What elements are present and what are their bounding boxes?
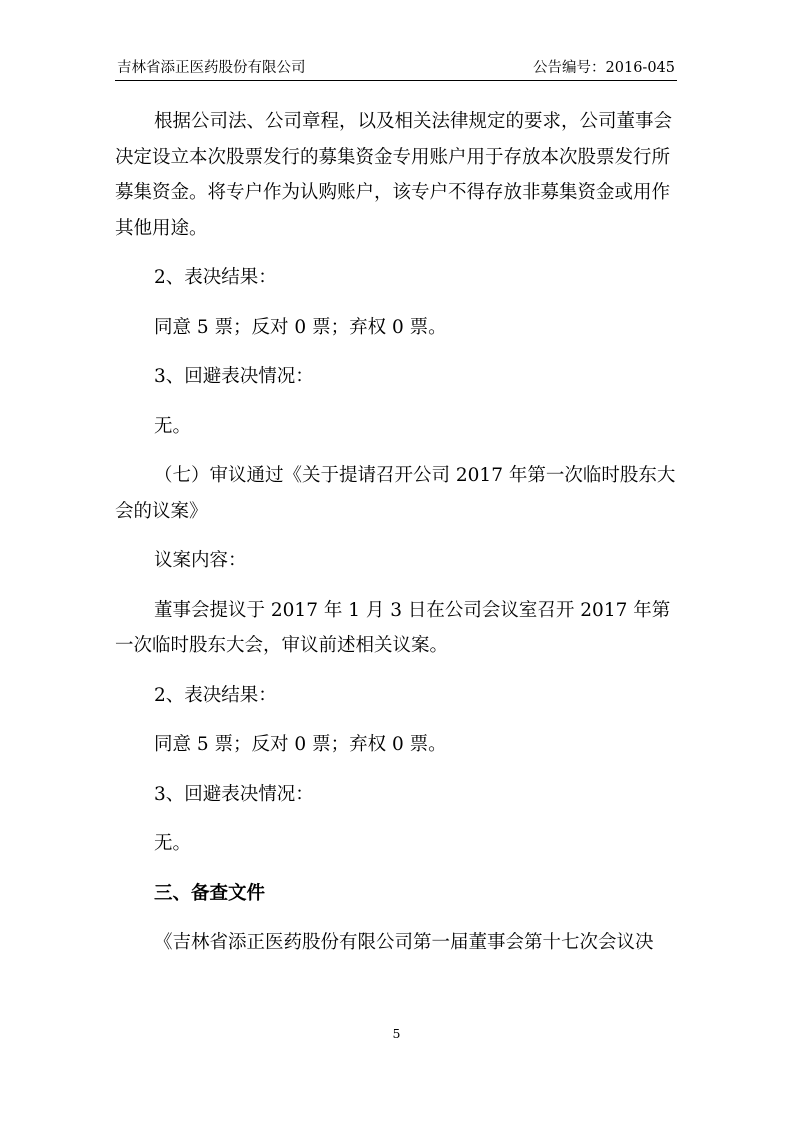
- page-header: [115, 56, 677, 81]
- paragraph-motion-content-label: 议案内容：: [154, 550, 247, 571]
- page-number: 5: [392, 1026, 401, 1041]
- document-body: [115, 104, 677, 961]
- header-company-name: 吉林省添正医药股份有限公司: [117, 60, 306, 76]
- paragraph-vote-result-2: 同意 5 票；反对 0 票；弃权 0 票。: [154, 734, 447, 755]
- paragraph-recusal-heading: 3、回避表决情况：: [154, 366, 314, 387]
- paragraph-vote-result-heading: 2、表决结果：: [154, 267, 277, 288]
- header-notice-number: 公告编号：2016-045: [533, 60, 675, 76]
- section-heading-reference-docs: 三、备查文件: [154, 882, 266, 904]
- paragraph-recusal-heading-2: 3、回避表决情况：: [154, 783, 314, 805]
- paragraph-recusal-none: 无。: [154, 415, 192, 437]
- paragraph-recusal-none-2: 无。: [154, 833, 192, 854]
- paragraph-meeting-proposal: 董事会提议于 2017 年 1 月 3 日在公司会议室召开 2017 年第一次临时股东大会，审议前述相关议案。: [115, 599, 671, 656]
- paragraph-account-resolution: 根据公司法、公司章程，以及相关法律规定的要求，公司董事会决定设立本次股票发行的募集资金专用账户用于存放本次股票发行所募集资金。将专户作为认购账户，该专户不得存放非募集资金或用作其他用途。: [115, 111, 673, 239]
- paragraph-vote-result: 同意 5 票；反对 0 票；弃权 0 票。: [154, 316, 447, 338]
- paragraph-vote-result-heading-2: 2、表决结果：: [154, 684, 277, 706]
- paragraph-motion-seven: （七）审议通过《关于提请召开公司 2017 年第一次临时股东大会的议案》: [115, 465, 676, 522]
- paragraph-reference-document: 《吉林省添正医药股份有限公司第一届董事会第十七次会议决: [154, 932, 654, 953]
